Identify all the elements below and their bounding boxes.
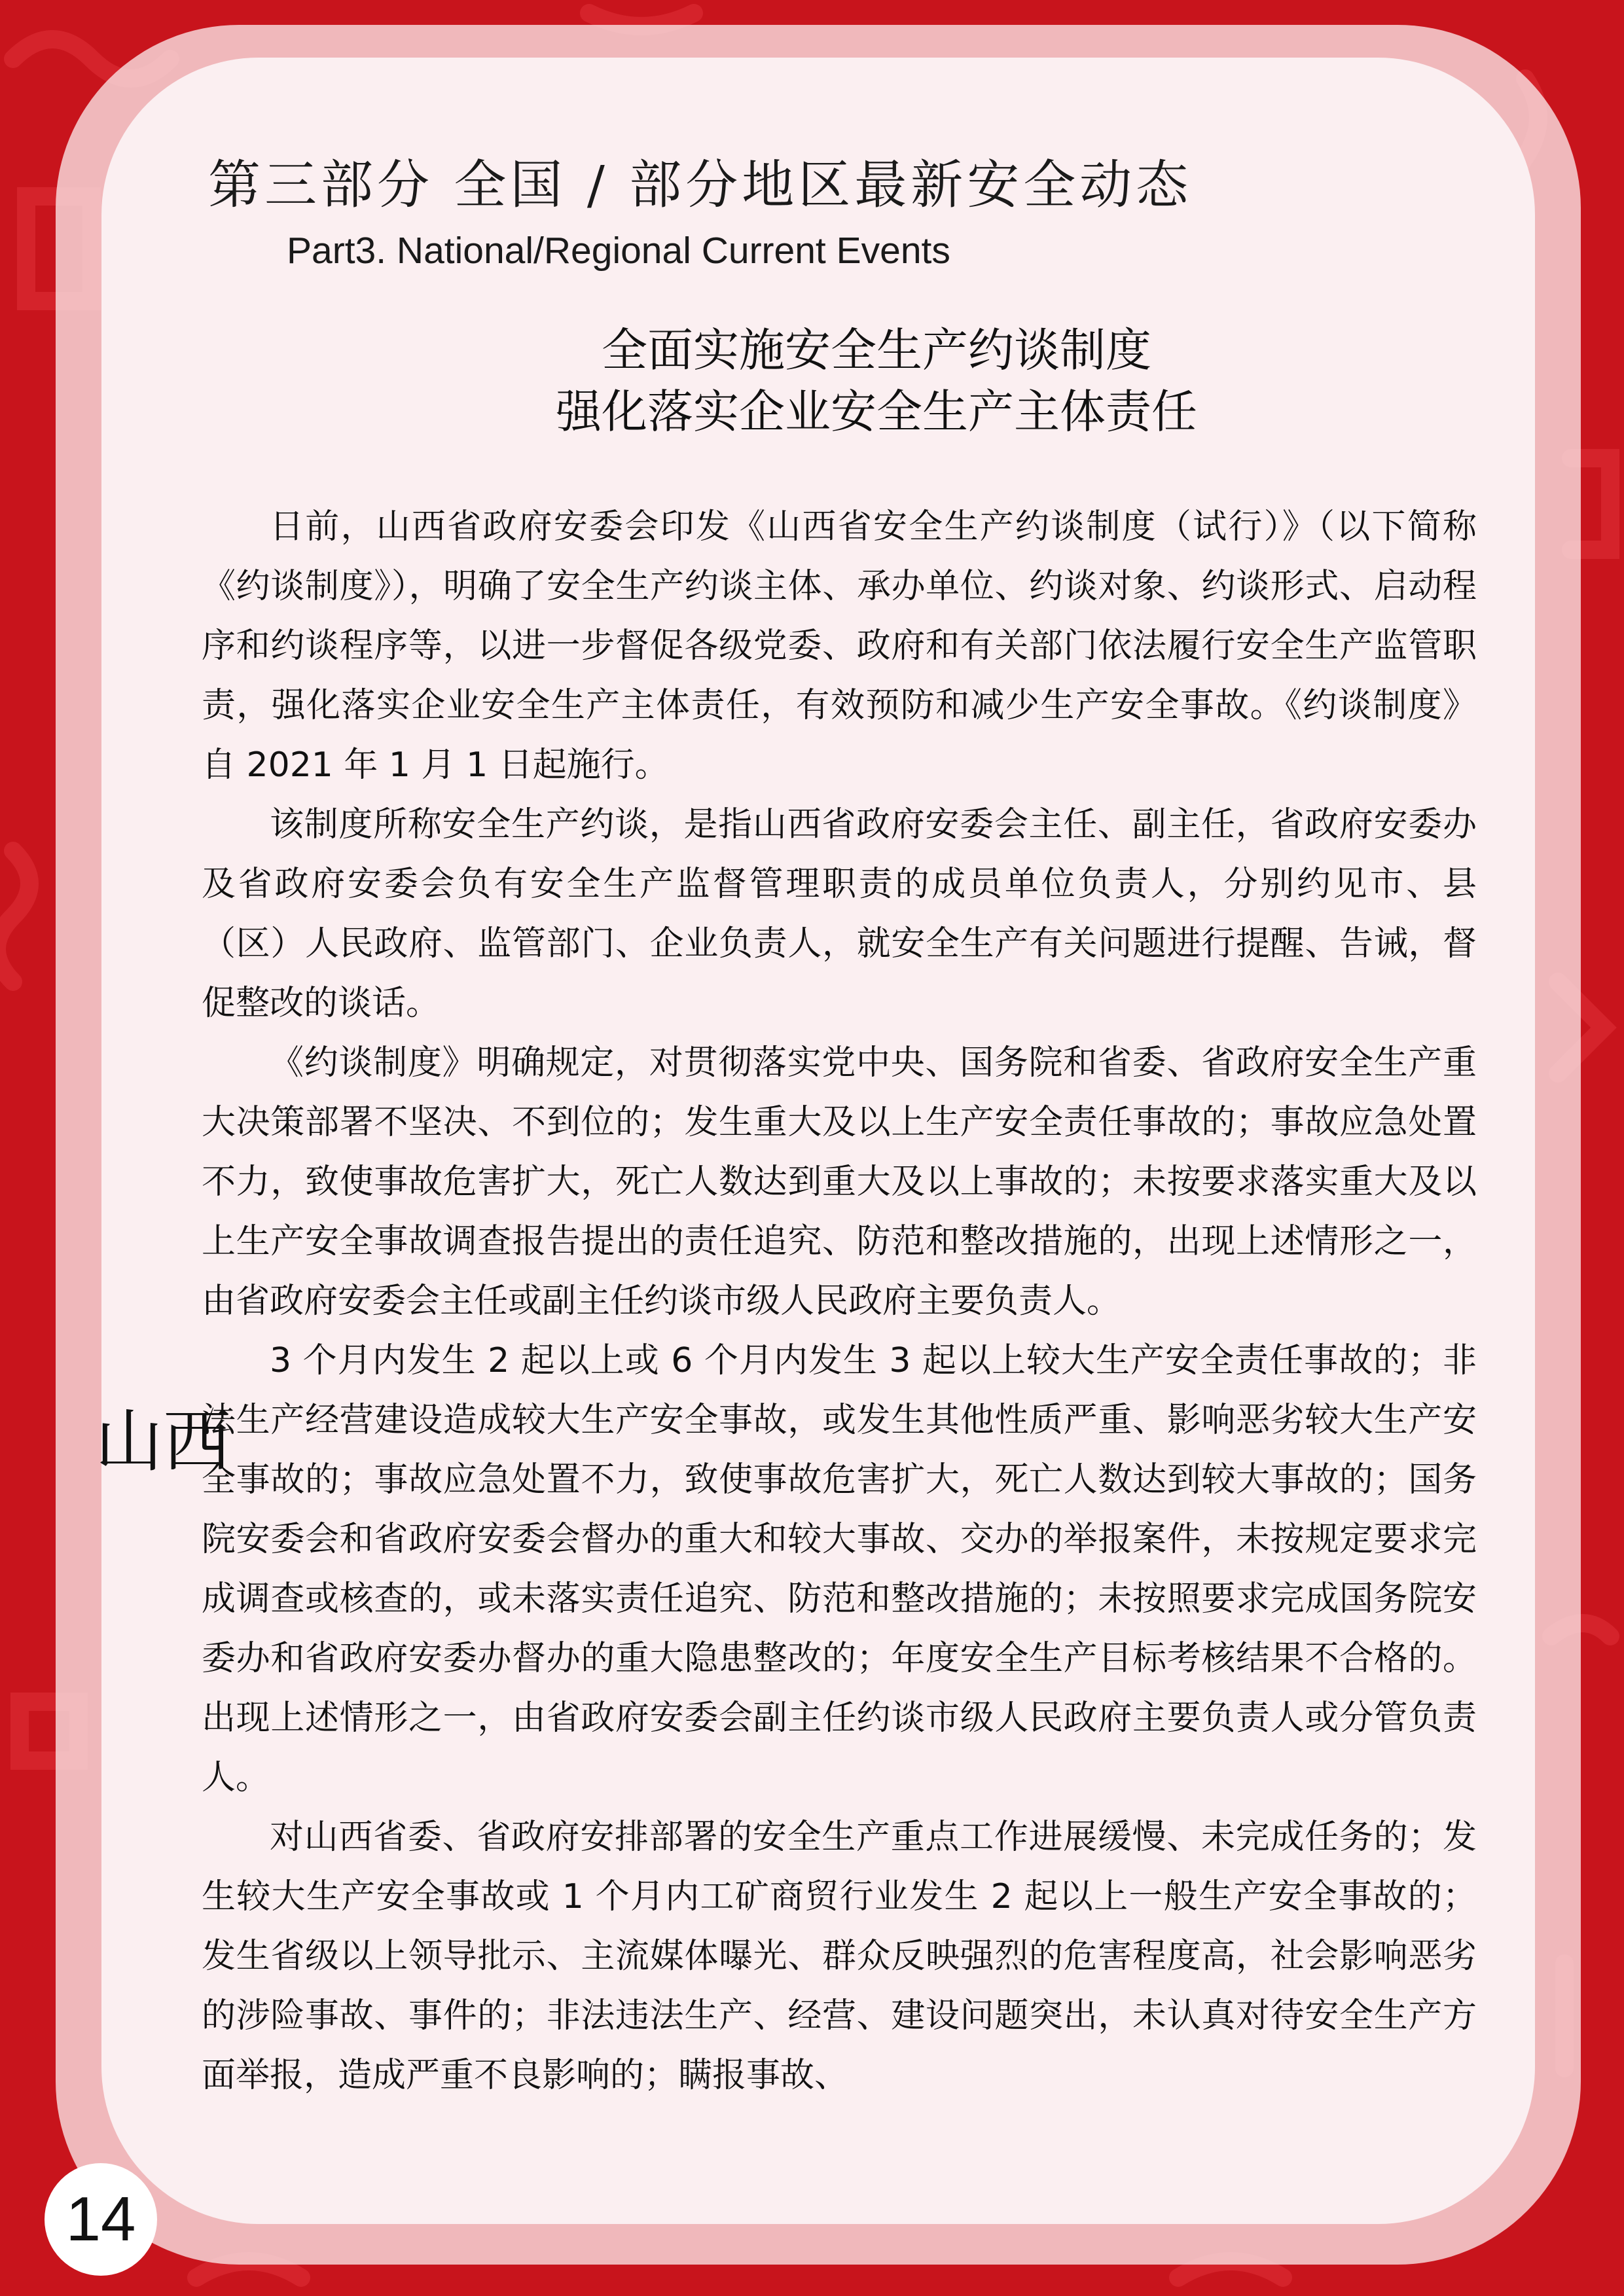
paragraph-deputy-rules: 3 个月内发生 2 起以上或 6 个月内发生 3 起以上较大生产安全责任事故的；非法生产经营建设造成较大生产安全事故，或发生其他性质严重、影响恶劣较大生产安全事故的；事故应急处置不力，致使事故危害扩大，死亡人数达到较大事故的；国务院安委会和省政府安委会督办的重大和较大事故、交办的举报案件，未按规定要求完成调查或核查的，或未落实责任追究、防范和整改措施的；未按照要求完成国务院安委办和省政府安委办督办的重大隐患整改的；年度安全生产目标考核结果不合格的。出现上述情形之一，由省政府安委会副主任约谈市级人民政府主要负责人或分管负责人。 (202, 1341, 1477, 1797)
paragraph-other-rules: 对山西省委、省政府安排部署的安全生产重点工作进展缓慢、未完成任务的；发生较大生产安全事故或 1 个月内工矿商贸行业发生 2 起以上一般生产安全事故的；发生省级以上领导批示、主流媒体曝光、群众反映强烈的危害程度高，社会影响恶劣的涉险事故、事件的；非法违法生产、经营、建设问题突出，未认真对待安全生产方面举报，造成严重不良影响的；瞒报事故、 (202, 1818, 1477, 2095)
page-number-badge (45, 2163, 157, 2276)
section-subheading: Part3. National/Regional Current Events (287, 230, 950, 272)
region-label: 山西 (95, 1401, 232, 1481)
article-title-line-1: 全面实施安全生产约谈制度 (602, 323, 1151, 377)
paragraph-definition: 该制度所称安全生产约谈，是指山西省政府安委会主任、副主任，省政府安委办及省政府安委会负有安全生产监督管理职责的成员单位负责人，分别约见市、县（区）人民政府、监管部门、企业负责人，就安全生产有关问题进行提醒、告诫，督促整改的谈话。 (202, 805, 1477, 1023)
article-title-line-2: 强化落实企业安全生产主体责任 (556, 385, 1197, 439)
page-number: 14 (65, 2184, 136, 2254)
article-body (202, 497, 1477, 2106)
paragraph-provincial-rules: 《约谈制度》明确规定，对贯彻落实党中央、国务院和省委、省政府安全生产重大决策部署不坚决、不到位的；发生重大及以上生产安全责任事故的；事故应急处置不力，致使事故危害扩大，死亡人数达到重大及以上事故的；未按要求落实重大及以上生产安全事故调查报告提出的责任追究、防范和整改措施的，出现上述情形之一，由省政府安委会主任或副主任约谈市级人民政府主要负责人。 (202, 1043, 1477, 1321)
article-title (223, 319, 1530, 442)
section-heading: 第三部分 全国 / 部分地区最新安全动态 (208, 154, 1193, 215)
paragraph-intro: 日前，山西省政府安委会印发《山西省安全生产约谈制度（试行）》（以下简称《约谈制度》），明确了安全生产约谈主体、承办单位、约谈对象、约谈形式、启动程序和约谈程序等，以进一步督促各级党委、政府和有关部门依法履行安全生产监管职责，强化落实企业安全生产主体责任，有效预防和减少生产安全事故。《约谈制度》自 2021 年 1 月 1 日起施行。 (202, 507, 1477, 785)
